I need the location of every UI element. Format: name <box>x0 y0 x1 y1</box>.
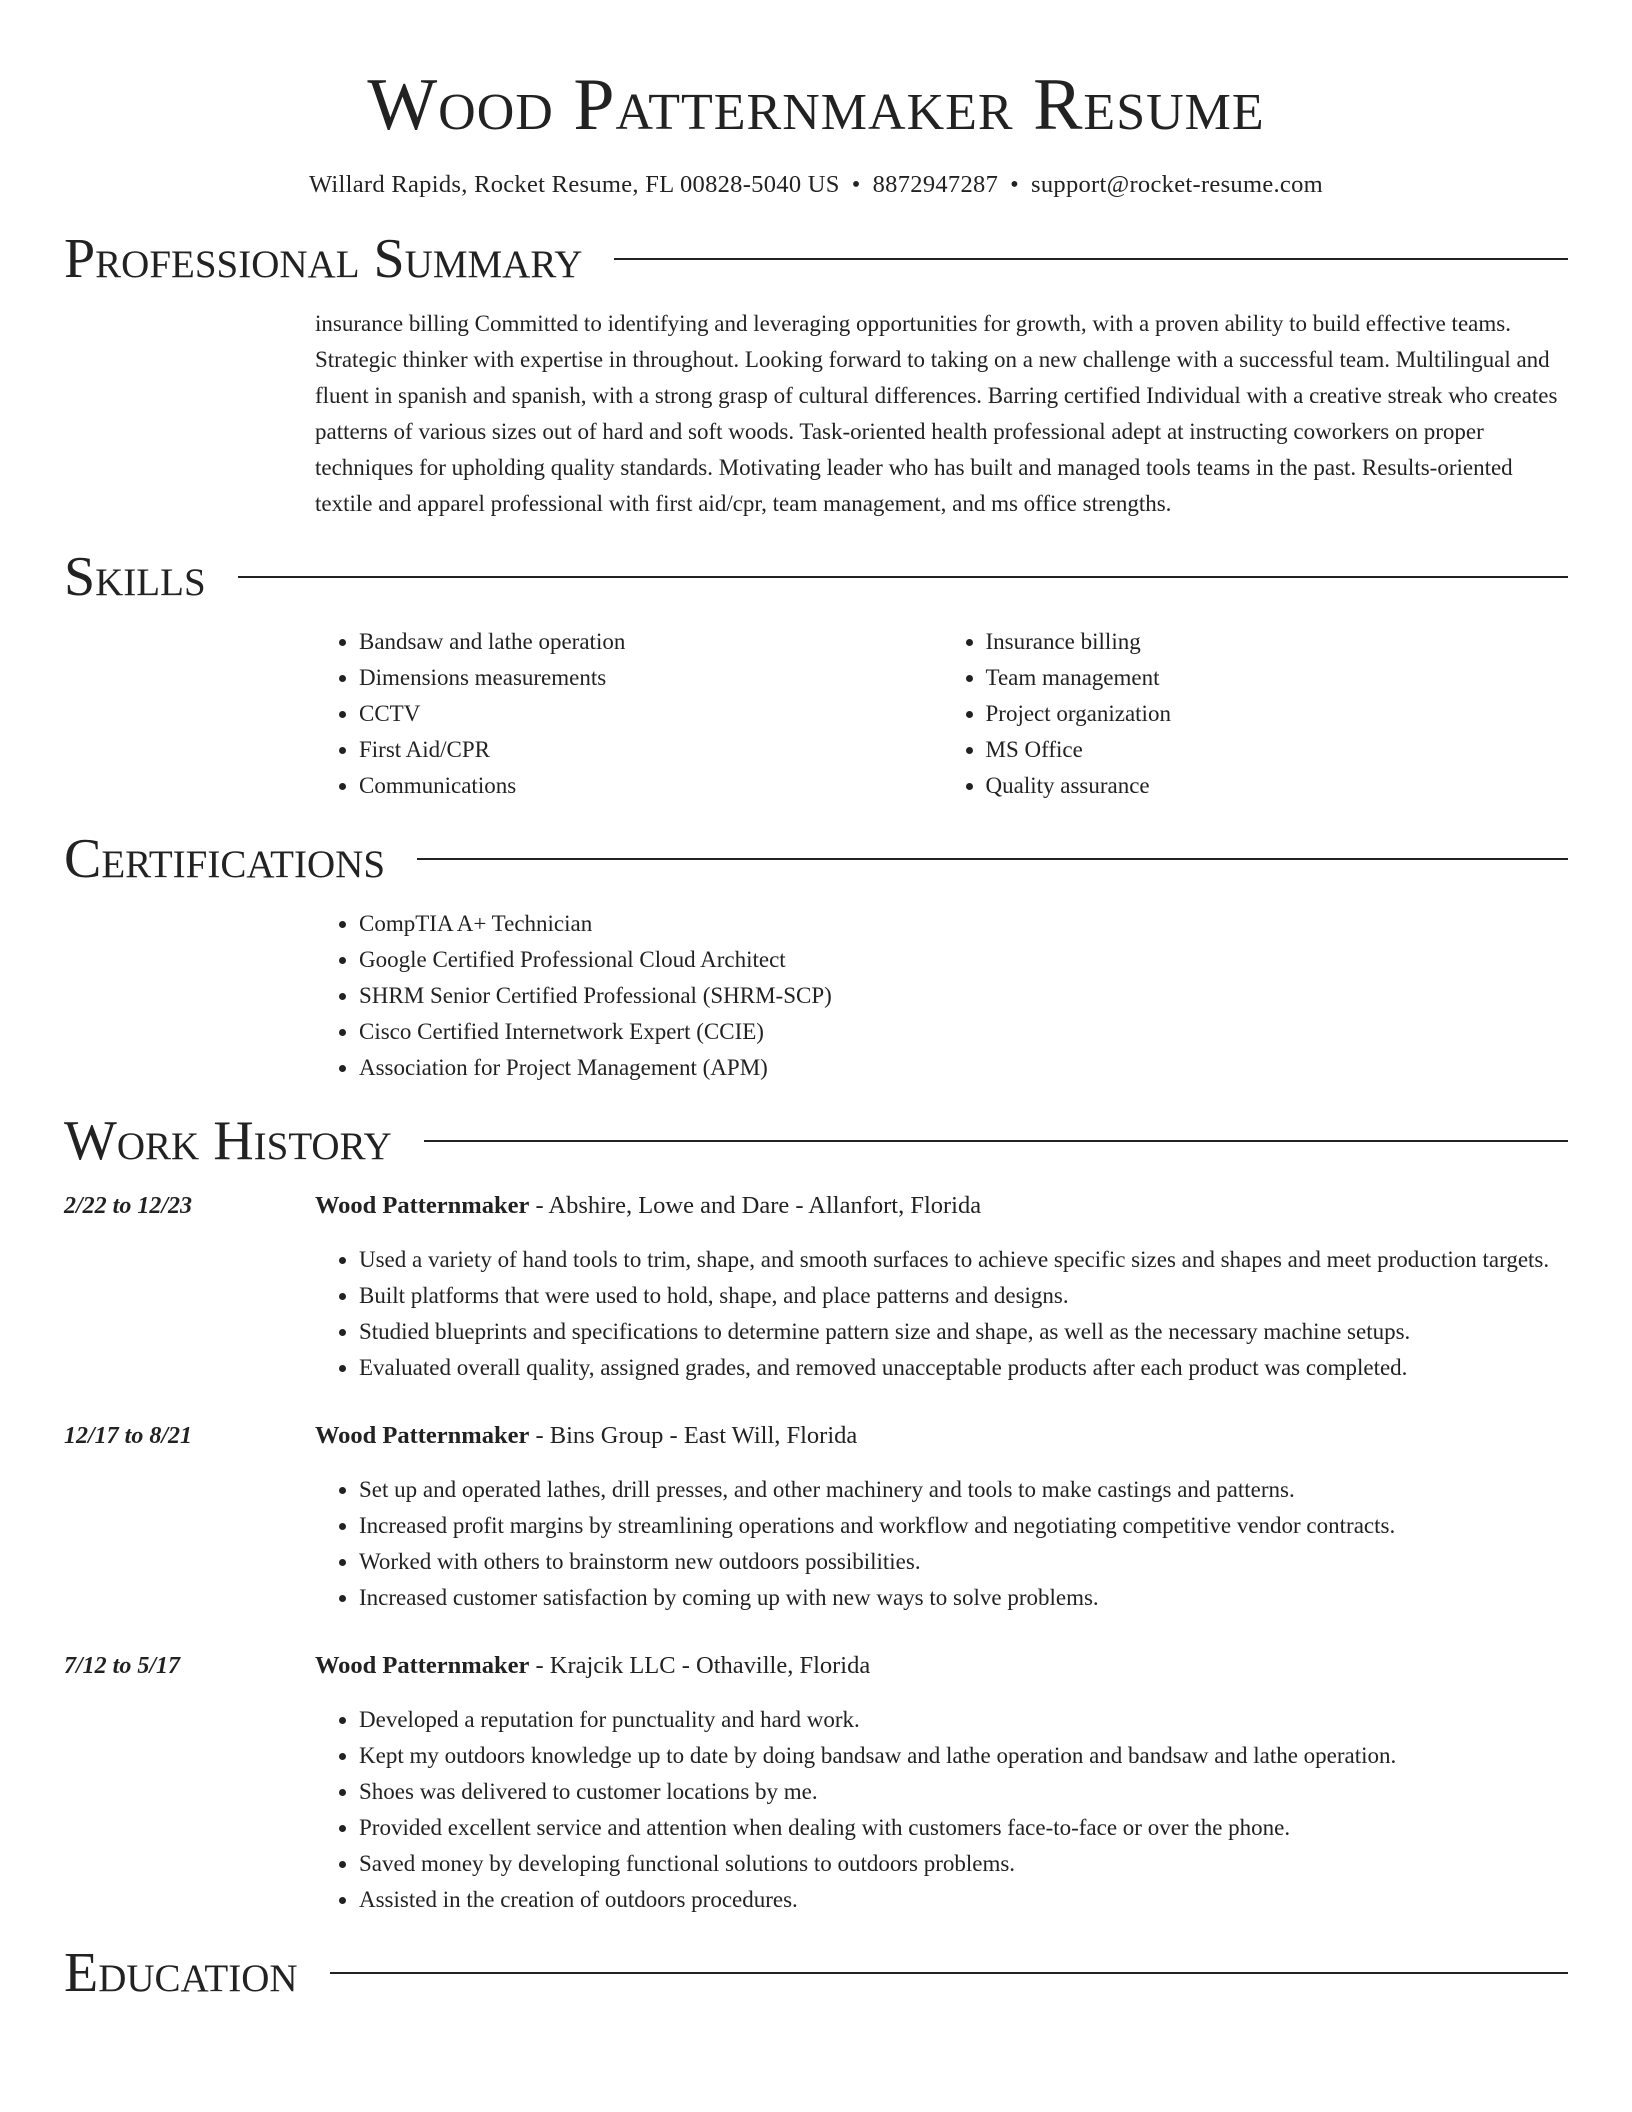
job-bullet: • Set up and operated lathes, drill presses, and other machinery and tools to make castings and patterns. <box>359 1472 1568 1508</box>
section-divider <box>238 576 1568 578</box>
skill-item: • MS Office <box>986 732 1569 768</box>
job-main <box>315 1648 1568 1918</box>
certification-item: • Association for Project Management (APM) <box>359 1050 1568 1086</box>
job-employer: - Bins Group - East Will, Florida <box>529 1422 858 1449</box>
job-bullet: • Increased customer satisfaction by coming up with new ways to solve problems. <box>359 1580 1568 1616</box>
skill-item: • Team management <box>986 660 1569 696</box>
job-bullets <box>315 1242 1568 1386</box>
skill-item: • Insurance billing <box>986 624 1569 660</box>
skill-item: • First Aid/CPR <box>359 732 942 768</box>
contact-email[interactable]: support@rocket-resume.com <box>1031 171 1324 198</box>
skill-item: • Communications <box>359 768 942 804</box>
job-title: Wood Patternmaker <box>315 1422 530 1449</box>
job-bullet: • Built platforms that were used to hold, shape, and place patterns and designs. <box>359 1278 1568 1314</box>
job-bullet: • Evaluated overall quality, assigned grades, and removed unacceptable products after each product was completed. <box>359 1350 1568 1386</box>
certifications-section <box>64 828 1568 1086</box>
job-bullet: • Worked with others to brainstorm new outdoors possibilities. <box>359 1544 1568 1580</box>
job-bullet: • Used a variety of hand tools to trim, shape, and smooth surfaces to achieve specific sizes and shapes and meet production targets. <box>359 1242 1568 1278</box>
job-entry <box>64 1418 1568 1616</box>
section-divider <box>614 258 1568 260</box>
job-dates: 7/12 to 5/17 <box>64 1653 181 1679</box>
skill-item: • Quality assurance <box>986 768 1569 804</box>
section-divider <box>424 1140 1568 1142</box>
job-bullets <box>315 1702 1568 1918</box>
job-main <box>315 1188 1568 1386</box>
summary-text: insurance billing Committed to identifying and leveraging opportunities for growth, with a proven ability to build effective teams. Strategic thinker with expertise in throughout. Looking forward to taking on a new challenge with a successful team. Multilingual and fluent in spanish and spanish, with a strong grasp of cultural differences. Barring certified Individual with a creative streak who creates patterns of various sizes out of hard and soft woods. Task-oriented health professional adept at instructing coworkers on proper techniques for upholding quality standards. Motivating leader who has built and managed tools teams in the past. Results-oriented textile and apparel professional with first aid/cpr, team management, and ms office strengths. <box>315 311 1558 516</box>
job-bullet: • Increased profit margins by streamlining operations and workflow and negotiating competitive vendor contracts. <box>359 1508 1568 1544</box>
certification-item: • Google Certified Professional Cloud Architect <box>359 942 1568 978</box>
certifications-list <box>315 906 1568 1086</box>
certifications-body <box>315 906 1568 1086</box>
job-header <box>315 1418 1568 1454</box>
job-main <box>315 1418 1568 1616</box>
education-section <box>64 1942 1568 2004</box>
job-header <box>315 1188 1568 1224</box>
skill-item: • Dimensions measurements <box>359 660 942 696</box>
section-divider <box>417 858 1568 860</box>
job-bullet: • Kept my outdoors knowledge up to date by doing bandsaw and lathe operation and bandsaw and lathe operation. <box>359 1738 1568 1774</box>
skills-list-right <box>942 624 1569 804</box>
contact-phone: 8872947287 <box>872 171 999 198</box>
work-history-heading: Work History <box>64 1110 392 1172</box>
work-history-section <box>64 1110 1568 1918</box>
contact-separator: • <box>851 171 861 198</box>
job-bullet: • Developed a reputation for punctuality and hard work. <box>359 1702 1568 1738</box>
certification-item: • Cisco Certified Internetwork Expert (CCIE) <box>359 1014 1568 1050</box>
work-history-heading-row <box>64 1110 1568 1172</box>
job-title: Wood Patternmaker <box>315 1192 530 1219</box>
certification-item: • CompTIA A+ Technician <box>359 906 1568 942</box>
job-header <box>315 1648 1568 1684</box>
section-divider <box>330 1972 1568 1974</box>
job-employer: - Abshire, Lowe and Dare - Allanfort, Florida <box>529 1192 982 1219</box>
job-dates: 2/22 to 12/23 <box>64 1193 193 1219</box>
job-dates: 12/17 to 8/21 <box>64 1423 193 1449</box>
certifications-heading-row <box>64 828 1568 890</box>
contact-line <box>64 168 1568 202</box>
skill-item: • Project organization <box>986 696 1569 732</box>
contact-separator: • <box>1010 171 1020 198</box>
skills-grid <box>315 624 1568 804</box>
education-heading-row <box>64 1942 1568 2004</box>
job-bullet: • Provided excellent service and attention when dealing with customers face-to-face or over the phone. <box>359 1810 1568 1846</box>
summary-heading: Professional Summary <box>64 228 583 290</box>
resume-page <box>64 0 1568 2004</box>
skills-section <box>64 546 1568 804</box>
skills-heading-row <box>64 546 1568 608</box>
skill-item: • CCTV <box>359 696 942 732</box>
certifications-heading: Certifications <box>64 828 386 890</box>
job-bullet: • Studied blueprints and specifications to determine pattern size and shape, as well as the necessary machine setups. <box>359 1314 1568 1350</box>
skills-heading: Skills <box>64 546 206 608</box>
contact-address: Willard Rapids, Rocket Resume, FL 00828-5040 US <box>308 171 840 198</box>
certification-item: • SHRM Senior Certified Professional (SHRM-SCP) <box>359 978 1568 1014</box>
job-bullets <box>315 1472 1568 1616</box>
skill-item: • Bandsaw and lathe operation <box>359 624 942 660</box>
job-bullet: • Assisted in the creation of outdoors procedures. <box>359 1882 1568 1918</box>
education-heading: Education <box>64 1942 298 2004</box>
job-employer: - Krajcik LLC - Othaville, Florida <box>529 1652 871 1679</box>
job-title: Wood Patternmaker <box>315 1652 530 1679</box>
skills-list-left <box>315 624 942 804</box>
summary-body <box>315 306 1568 522</box>
resume-title: Wood Patternmaker Resume <box>367 64 1265 146</box>
job-entry <box>64 1648 1568 1918</box>
job-entry <box>64 1188 1568 1386</box>
summary-heading-row <box>64 228 1568 290</box>
job-bullet: • Shoes was delivered to customer locations by me. <box>359 1774 1568 1810</box>
job-bullet: • Saved money by developing functional solutions to outdoors problems. <box>359 1846 1568 1882</box>
summary-section <box>64 228 1568 522</box>
